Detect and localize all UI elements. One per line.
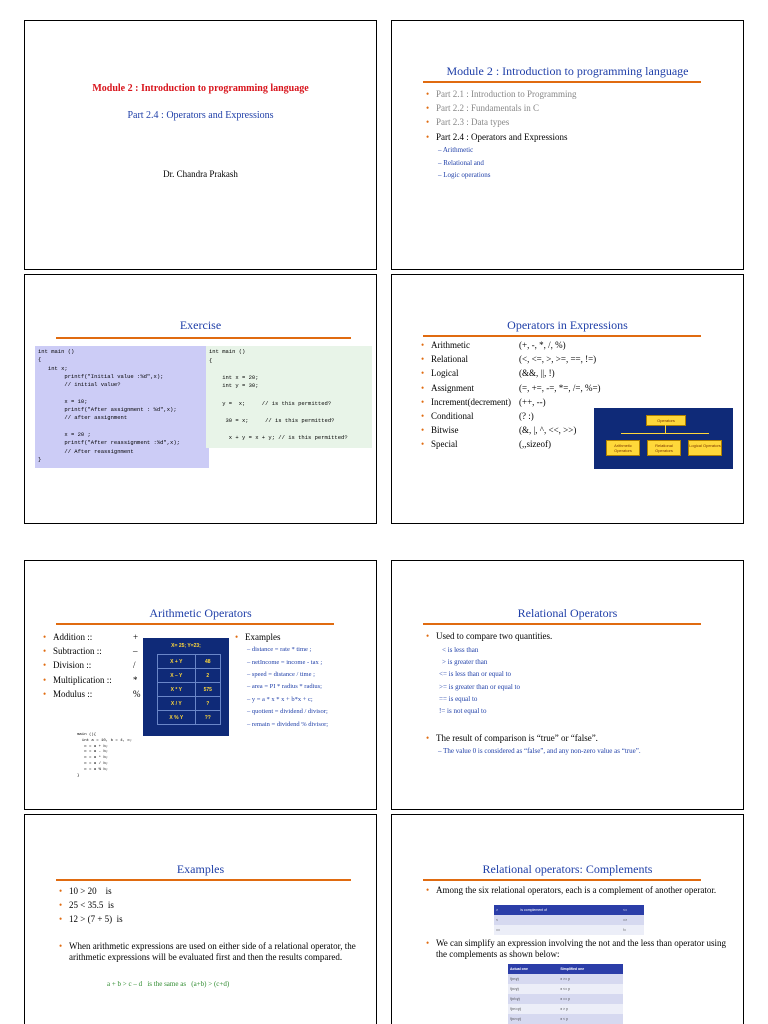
arith-op-row (43, 630, 143, 644)
arith-op-name: Subtraction :: (53, 646, 102, 657)
operator-row (421, 366, 721, 380)
arith-op-symbol: / (133, 660, 136, 671)
slide-7 (24, 814, 377, 1024)
diagram-connector (665, 425, 666, 433)
operator-category: Conditional (431, 411, 474, 422)
relational-op: < is less than (442, 646, 479, 654)
arith-op-symbol: * (133, 674, 138, 685)
relational-op: > is greater than (442, 658, 488, 667)
eval-order-text: • When arithmetic expressions are used on either side of a relational operator, the arithmetic expressions will be evaluated first and then the results compared. (59, 941, 359, 962)
code-block-left: int main () { int x; printf("Initial value :%d",x); // initial value? x = 10; printf("After assignment : %d",x); // after assignment x = 20 ; printf("After reassignment :%d",x); // After reassignment } (35, 346, 209, 468)
table-row (508, 1004, 623, 1014)
examples-items (59, 884, 123, 927)
relational-intro (426, 629, 552, 643)
table-cell: x == y (560, 997, 570, 1001)
table-header-cell: Actual one (510, 967, 528, 971)
agenda-item: • Part 2.3 : Data types (426, 115, 576, 129)
arith-op-row (43, 644, 143, 658)
diagram-root-box: Operators (646, 415, 686, 426)
title-rule (423, 879, 701, 881)
arith-op-name: Addition :: (53, 632, 93, 642)
complements-text: • Among the six relational operators, each is a complement of another operator. (426, 885, 726, 896)
table-cell: X – Y (158, 669, 196, 683)
operator-symbols: (? :) (519, 411, 534, 422)
slide-2 (391, 20, 744, 270)
operator-row (421, 338, 721, 352)
title-rule (423, 623, 701, 625)
relational-result (426, 731, 736, 758)
table-row (158, 683, 221, 697)
arith-op-row (43, 658, 143, 672)
slide-7-title: Examples (176, 862, 225, 876)
simplify-table (508, 964, 623, 1024)
example-item: – area = PI * radius * radius; (247, 683, 322, 691)
table-row (158, 697, 221, 711)
table-cell (520, 925, 623, 935)
title-rule (56, 337, 351, 339)
diagram-connector (621, 433, 709, 434)
simplify-para (426, 938, 726, 959)
table-row (508, 974, 623, 984)
operator-row (421, 352, 721, 366)
table-cell: < (496, 918, 499, 922)
title-rule (423, 81, 701, 83)
arith-results-table (157, 654, 221, 725)
table-cell: != (623, 928, 627, 932)
agenda-subitem: – Arithmetic (438, 145, 474, 154)
table-cell: => (623, 918, 628, 922)
arith-op-symbol: – (133, 646, 138, 657)
arith-op-row (43, 673, 143, 687)
relational-note: – The value 0 is considered as “false”, and any non-zero value as “true”. (438, 747, 641, 756)
operator-row (421, 381, 721, 395)
example-item: • 25 < 35.5 is (59, 898, 123, 912)
slide-5 (24, 560, 377, 810)
table-cell: x < y (560, 1017, 568, 1021)
table-cell: 48 (195, 655, 220, 669)
slide-1-author: Dr. Chandra Prakash (163, 169, 238, 179)
arith-op-row (43, 687, 143, 701)
slide-3 (24, 274, 377, 524)
operator-symbols: (&&, ||, !) (519, 368, 555, 379)
relational-result-text: • The result of comparison is “true” or “false”. (426, 731, 736, 745)
slide-5-title: Arithmetic Operators (149, 606, 252, 620)
table-cell: is complement of (520, 908, 547, 912)
slide-1-title: Module 2 : Introduction to programming language (92, 83, 309, 94)
slide-6 (391, 560, 744, 810)
table-cell: X + Y (158, 655, 196, 669)
operator-category: Special (431, 439, 458, 450)
example-item: • 12 > (7 + 5) is (59, 912, 123, 926)
eval-order-example: a + b > c – d is the same as (a+b) > (c+d) (107, 980, 230, 988)
operator-symbols: (<, <=, >, >=, ==, !=) (519, 354, 597, 365)
slide-4-title: Operators in Expressions (507, 318, 628, 332)
slide-1 (24, 20, 377, 270)
operator-symbols: (+, -, *, /, %) (519, 340, 566, 350)
table-cell: <= (623, 908, 628, 912)
table-row (494, 925, 644, 935)
table-cell: !(x>=y) (510, 1017, 521, 1021)
arith-table-header: X= 25; Y=23; (171, 643, 201, 649)
table-row (158, 655, 221, 669)
operator-symbols: (++, --) (519, 396, 546, 407)
arith-op-symbol: + (133, 632, 139, 642)
diagram-child-box: Logical Operators (688, 440, 722, 456)
operator-category: Relational (431, 354, 468, 365)
table-cell: x <= y (560, 987, 570, 991)
title-rule (56, 623, 334, 625)
table-cell (520, 915, 623, 925)
code-block-right: int main () { int x = 20; int y = 30; y = x; // is this permitted? 30 = x; // is this permitted? x + y = x + y; // is this permitted? (206, 346, 372, 448)
slide-8-title: Relational operators: Complements (482, 862, 653, 876)
operator-category: Bitwise (431, 425, 459, 436)
table-header-row (508, 964, 623, 974)
arith-op-name: Division :: (53, 660, 92, 671)
example-item: • 10 > 20 is (59, 884, 123, 898)
operator-category: Arithmetic (431, 340, 470, 350)
table-cell: 2 (195, 669, 220, 683)
agenda-item: • Part 2.2 : Fundamentals in C (426, 101, 576, 115)
operator-symbols: (&, |, ^, <<, >>) (519, 425, 577, 436)
arith-code-sample: main (){ int a = 10, b = 4, c; c = a + b; c = a - b; c = a * b; c = a / b; c = a % b; } (77, 733, 133, 778)
table-cell: !(x<=y) (510, 1007, 521, 1011)
table-row (158, 669, 221, 683)
table-cell: x > y (560, 1007, 568, 1011)
slide-6-title: Relational Operators (517, 606, 618, 620)
eval-order-para (59, 941, 359, 962)
relational-op: == is equal to (439, 694, 478, 703)
diagram-child-box: Arithmetic Operators (606, 440, 640, 456)
slide-3-title: Exercise (179, 318, 222, 332)
table-row (494, 905, 644, 915)
examples-list (235, 630, 375, 731)
example-item: – speed = distance / time ; (247, 671, 315, 679)
title-rule (56, 879, 351, 881)
table-cell: X * Y (158, 683, 196, 697)
complements-table (494, 905, 644, 935)
table-row (158, 711, 221, 725)
table-cell: !(x>y) (510, 987, 519, 991)
slide-2-agenda (426, 87, 576, 182)
table-cell: X % Y (158, 711, 196, 725)
table-cell: x >= y (560, 977, 570, 981)
agenda-subitem: – Relational and (438, 158, 484, 167)
relational-op: != is not equal to (439, 707, 487, 716)
table-cell: == (496, 928, 501, 932)
operator-symbols: (=, +=, -=, *=, /=, %=) (519, 382, 601, 393)
relational-op-list (439, 644, 520, 717)
slide-2-title: Module 2 : Introduction to programming language (446, 64, 689, 78)
table-cell: !(x<y) (510, 977, 519, 981)
simplify-text: • We can simplify an expression involving the not and the less than operator using the complements as shown below: (426, 938, 726, 959)
table-cell: 575 (195, 683, 220, 697)
arith-op-symbol: % (133, 688, 141, 699)
slide-4 (391, 274, 744, 524)
table-row (508, 1014, 623, 1024)
relational-intro-text: • Used to compare two quantities. (426, 629, 552, 643)
title-rule (423, 335, 701, 337)
example-item: – y = a * x * x + b*x + c; (247, 695, 313, 703)
table-row (494, 915, 644, 925)
examples-heading: • Examples (235, 630, 375, 644)
table-row (508, 994, 623, 1004)
operator-symbols: (,,sizeof) (519, 439, 551, 450)
example-item: – remain = dividend % divisor; (247, 720, 329, 728)
agenda-subitem: – Logic operations (438, 171, 491, 180)
table-cell: > (496, 908, 499, 912)
relational-op: >= is greater than or equal to (439, 682, 520, 691)
table-cell: !(x!=y) (510, 997, 520, 1001)
arith-op-name: Modulus :: (53, 688, 93, 699)
arith-results-panel (143, 638, 229, 736)
example-item: – netIncome = income - tax ; (247, 658, 323, 666)
agenda-item: • Part 2.1 : Introduction to Programming (426, 87, 576, 101)
arith-op-name: Multiplication :: (53, 674, 112, 685)
table-cell: ?? (195, 711, 220, 725)
table-header-cell: Simplified one (560, 967, 585, 971)
table-cell: ? (195, 697, 220, 711)
slide-1-subtitle: Part 2.4 : Operators and Expressions (127, 110, 274, 121)
diagram-child-box: Relational Operators (647, 440, 681, 456)
relational-op: <= is less than or equal to (439, 670, 512, 679)
table-cell: X / Y (158, 697, 196, 711)
complements-para (426, 885, 726, 896)
slide-8 (391, 814, 744, 1024)
table-row (508, 984, 623, 994)
arith-op-list (43, 630, 143, 701)
example-item: – distance = rate * time ; (247, 646, 312, 654)
example-item: – quotient = dividend / divisor; (247, 708, 328, 716)
operator-category: Assignment (431, 382, 475, 393)
operator-category: Logical (431, 368, 459, 379)
operator-row (421, 395, 721, 409)
operators-diagram (594, 408, 733, 469)
operator-category: Increment(decrement) (431, 396, 511, 407)
agenda-item-current: • Part 2.4 : Operators and Expressions (426, 130, 576, 144)
